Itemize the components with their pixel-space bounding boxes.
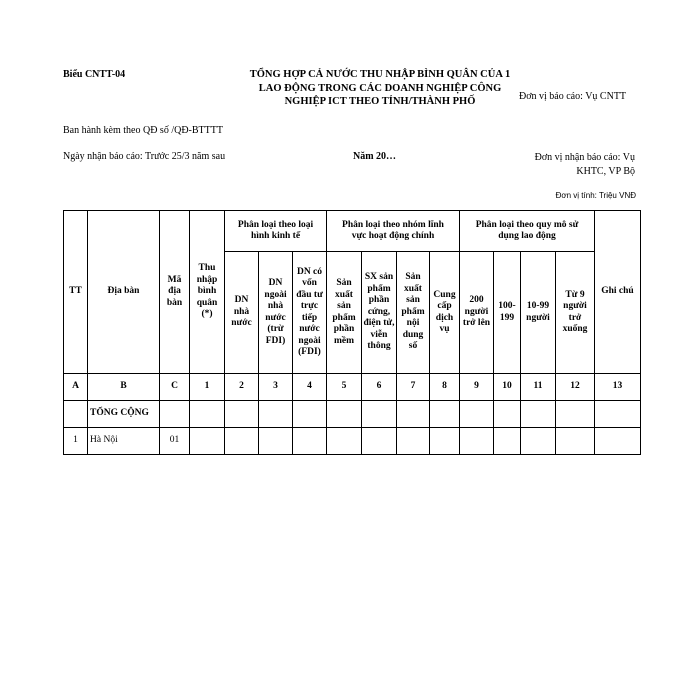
index-cell: 1 [190, 374, 225, 401]
header-line: trở lên [462, 318, 491, 329]
receiving-unit-line-1: Đơn vị nhận báo cáo: Vụ [534, 152, 635, 163]
header-line: 199 [499, 312, 515, 323]
header-line: nhập [196, 274, 218, 285]
total-cell [327, 401, 362, 428]
header-sub-200 [460, 252, 494, 374]
total-cell [397, 401, 430, 428]
header-line: nhà [267, 301, 284, 311]
header-line: Mã [167, 274, 182, 285]
header-line: cứng, [367, 306, 391, 317]
header-line: Sản [405, 272, 421, 283]
header-line: (trừ [267, 324, 284, 334]
index-cell: 3 [259, 374, 293, 401]
report-title [235, 68, 525, 109]
header-group-economic [225, 211, 327, 252]
total-tt [64, 401, 88, 428]
reporting-unit: Đơn vị báo cáo: Vụ CNTT [519, 91, 627, 102]
header-sub-service [430, 252, 460, 374]
index-cell: A [64, 374, 88, 401]
index-cell: 8 [430, 374, 460, 401]
receiving-unit [517, 151, 635, 178]
index-row [64, 374, 641, 401]
header-row-groups [64, 211, 641, 252]
header-line: FDI) [265, 335, 286, 346]
total-cell [190, 401, 225, 428]
form-code: Biểu CNTT-04 [63, 69, 126, 80]
total-cell [225, 401, 259, 428]
header-line: đầu tư [296, 289, 323, 300]
index-cell: 2 [225, 374, 259, 401]
header-line: tiếp [301, 312, 318, 323]
header-line: phần [333, 324, 355, 334]
header-line: nội [406, 318, 420, 329]
index-cell: 10 [494, 374, 521, 401]
header-line: địa [168, 286, 181, 297]
income-report-table [63, 210, 641, 455]
header-line: vực hoạt động chính [351, 231, 435, 241]
total-cell [556, 401, 595, 428]
header-line: người [464, 306, 489, 317]
header-line: mềm [333, 335, 355, 346]
header-sub-100 [494, 252, 521, 374]
row-cell [460, 428, 494, 455]
row-cell [430, 428, 460, 455]
row-cell [190, 428, 225, 455]
header-notes: Ghi chú [595, 211, 641, 374]
total-cell [293, 401, 327, 428]
total-cell [362, 401, 397, 428]
row-cell [595, 428, 641, 455]
index-cell: 11 [521, 374, 556, 401]
header-sub-state [225, 252, 259, 374]
header-line: DN [234, 295, 249, 306]
receiving-unit-line-2: KHTC, VP Bộ [576, 165, 635, 177]
header-group-scale [460, 211, 595, 252]
header-line: ngoài [264, 289, 287, 300]
header-line: sản [406, 295, 420, 306]
header-line: Sản [336, 278, 352, 288]
header-line: bàn [166, 297, 183, 308]
index-cell: 13 [595, 374, 641, 401]
header-line: cấp [437, 301, 452, 311]
index-cell: 5 [327, 374, 362, 401]
total-row [64, 401, 641, 428]
header-line: người [563, 301, 587, 311]
total-cell [460, 401, 494, 428]
total-cell [595, 401, 641, 428]
header-line: sản [337, 301, 351, 311]
header-line: quân [196, 297, 218, 308]
index-cell: 12 [556, 374, 595, 401]
header-line: Cung [433, 289, 456, 300]
header-line: phẩm [401, 306, 425, 317]
data-rows [64, 428, 641, 455]
total-label: TỔNG CỘNG [88, 401, 160, 428]
header-line: viễn [370, 329, 388, 340]
row-cell [259, 428, 293, 455]
title-line-3: NGHIỆP ICT THEO TỈNH/THÀNH PHỐ [284, 96, 476, 107]
header-avg-income [190, 211, 225, 374]
header-line: Phân loại theo nhóm lĩnh [342, 219, 444, 230]
header-line: phẩm [367, 283, 391, 294]
header-area-code [160, 211, 190, 374]
header-line: số [408, 341, 418, 352]
header-line: xuống [562, 324, 588, 334]
header-line: SX sản [364, 272, 394, 283]
row-cell [556, 428, 595, 455]
title-line-1: TỔNG HỢP CẢ NƯỚC THU NHẬP BÌNH QUÂN CỦA 1 [249, 69, 511, 80]
currency-unit: Đơn vị tính: Triệu VNĐ [555, 191, 636, 200]
total-cell [430, 401, 460, 428]
header-line: bình [197, 286, 217, 297]
index-cell: 7 [397, 374, 430, 401]
title-line-2: LAO ĐỘNG TRONG CÁC DOANH NGHIỆP CÔNG [258, 82, 502, 94]
header-line: Từ 9 [565, 289, 585, 300]
header-line: nước [265, 312, 286, 323]
header-line: dung [402, 329, 424, 340]
header-line: DN có [296, 266, 323, 277]
row-cell [362, 428, 397, 455]
total-cell [160, 401, 190, 428]
header-line: xuất [404, 283, 422, 294]
header-line: người [526, 312, 550, 323]
table-row [64, 428, 641, 455]
header-line: trực [300, 301, 319, 311]
row-code: 01 [160, 428, 190, 455]
header-area: Địa bàn [88, 211, 160, 374]
header-line: thông [367, 341, 391, 352]
total-cell [494, 401, 521, 428]
row-cell [494, 428, 521, 455]
header-line: ngoài [298, 335, 321, 346]
row-cell [293, 428, 327, 455]
header-line: dụng lao động [498, 231, 556, 241]
header-tt: TT [64, 211, 88, 374]
header-line: 10-99 [526, 301, 550, 311]
index-cell: 9 [460, 374, 494, 401]
header-line: (FDI) [298, 347, 321, 357]
total-cell [259, 401, 293, 428]
header-sub-10 [521, 252, 556, 374]
header-sub-fdi [293, 252, 327, 374]
row-area: Hà Nội [88, 428, 160, 455]
header-line: DN [268, 278, 283, 288]
header-line: trở [568, 312, 582, 323]
header-line: nước [231, 318, 252, 329]
header-sub-software [327, 252, 362, 374]
index-cell: C [160, 374, 190, 401]
header-line: nhà [233, 306, 250, 317]
header-group-field [327, 211, 460, 252]
header-line: xuất [335, 289, 353, 300]
header-line: Phân loại theo quy mô sử [475, 219, 579, 230]
header-line: 100- [498, 301, 516, 311]
header-sub-9 [556, 252, 595, 374]
header-line: (*) [201, 309, 213, 320]
header-sub-content [397, 252, 430, 374]
header-line: phần [368, 295, 390, 306]
header-line: phẩm [332, 312, 356, 323]
header-line: Thu [198, 263, 216, 274]
header-line: vốn [302, 278, 317, 288]
total-cell [521, 401, 556, 428]
header-line: vụ [439, 324, 450, 334]
row-cell [225, 428, 259, 455]
report-year: Năm 20… [353, 151, 397, 162]
header-line: nước [299, 324, 320, 334]
header-sub-private [259, 252, 293, 374]
row-cell [327, 428, 362, 455]
decision-reference: Ban hành kèm theo QĐ số /QĐ-BTTTT [63, 125, 223, 136]
row-tt: 1 [64, 428, 88, 455]
row-cell [521, 428, 556, 455]
row-cell [397, 428, 430, 455]
header-line: dịch [435, 312, 454, 323]
header-line: Phân loại theo loại [237, 219, 314, 230]
receive-date: Ngày nhận báo cáo: Trước 25/3 năm sau [63, 151, 226, 162]
index-cell: B [88, 374, 160, 401]
header-line: điện tử, [363, 318, 395, 329]
header-line: hình kinh tế [250, 231, 301, 241]
index-cell: 6 [362, 374, 397, 401]
header-line: 200 [469, 295, 484, 306]
header-sub-hardware [362, 252, 397, 374]
index-cell: 4 [293, 374, 327, 401]
